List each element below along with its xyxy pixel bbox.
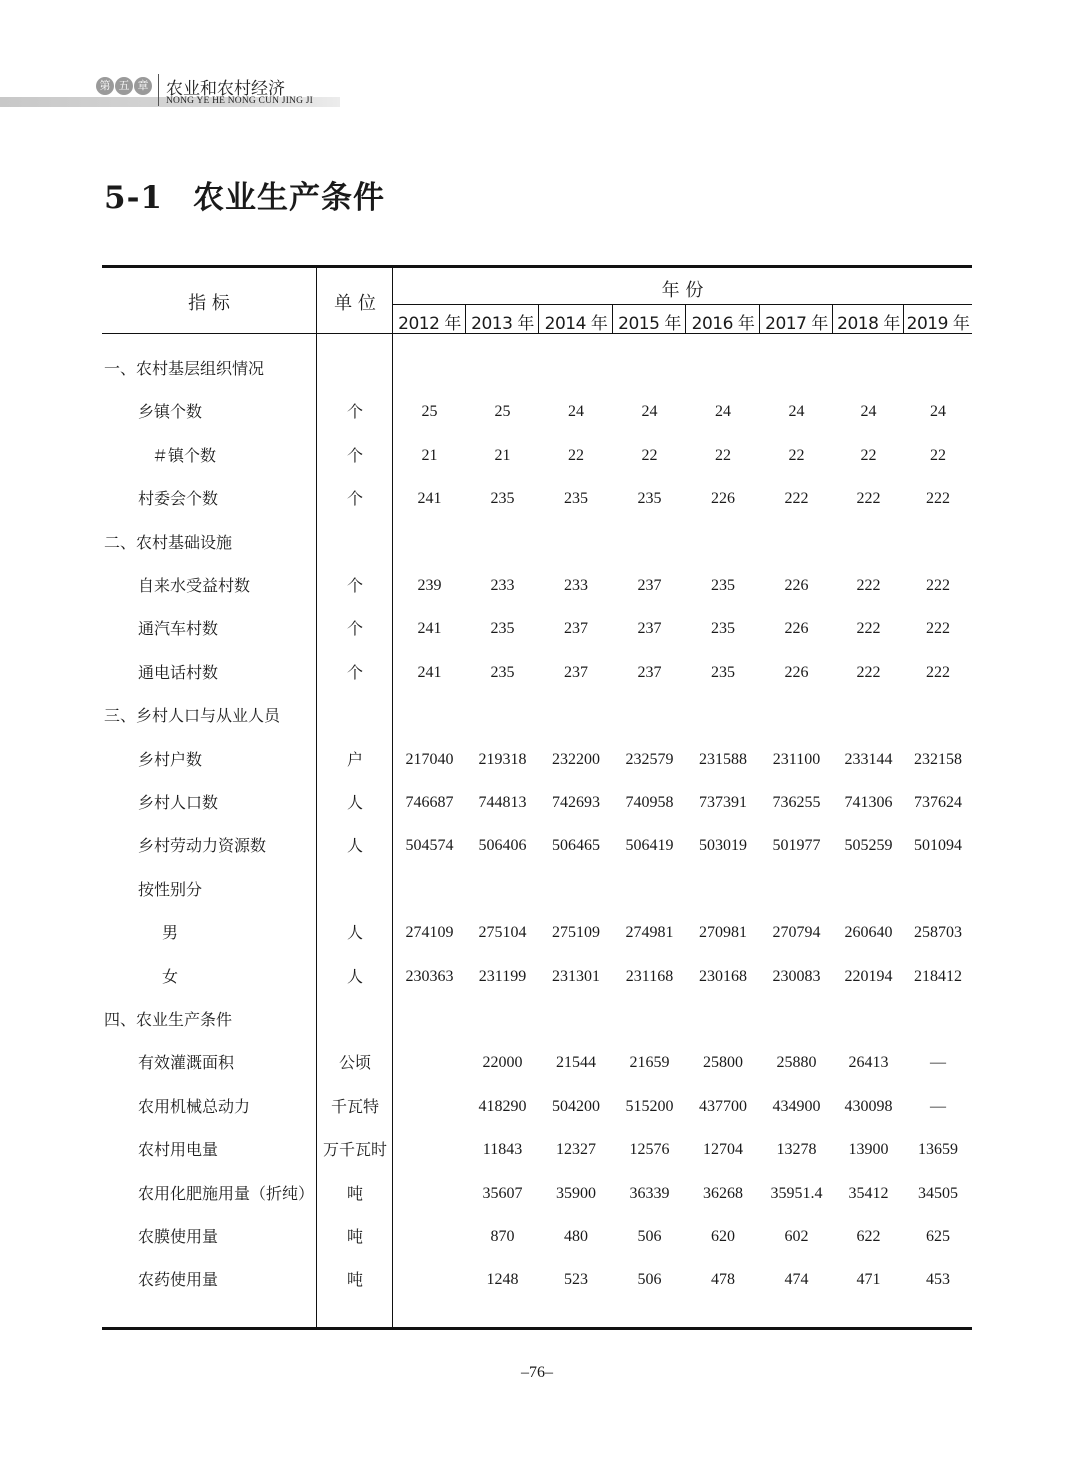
chapter-badge (92, 76, 156, 96)
table-row (0, 704, 1074, 747)
unit-column-header: 单 位 (334, 293, 376, 314)
year-header: 2013 年 (471, 314, 534, 334)
value-cell: 744813 (478, 794, 527, 811)
value-cell: 506419 (625, 837, 674, 855)
value-cell: 222 (926, 620, 950, 638)
value-cell: 12704 (703, 1141, 743, 1159)
table-row (0, 748, 1074, 791)
value-cell: 506406 (478, 837, 527, 855)
value-cell: 24 (788, 403, 805, 421)
row-unit: 个 (346, 402, 363, 422)
row-label: 农膜使用量 (138, 1227, 219, 1246)
table-row (0, 1095, 1074, 1138)
value-cell: 478 (711, 1271, 735, 1289)
value-cell: 235 (490, 490, 515, 508)
value-cell: 437700 (699, 1097, 747, 1115)
value-cell: 222 (926, 577, 950, 594)
value-cell: 21 (494, 446, 511, 464)
table-row (0, 965, 1074, 1008)
table-bottom-rule (102, 1327, 972, 1330)
value-cell: 237 (564, 663, 588, 681)
value-cell: 235 (564, 490, 588, 508)
row-unit: 人 (346, 836, 363, 856)
page-number: –76– (521, 1364, 553, 1381)
value-cell: 25880 (776, 1054, 817, 1072)
value-cell: 231100 (772, 750, 821, 768)
value-cell: 22 (641, 446, 658, 464)
value-cell: 222 (784, 490, 809, 508)
row-label: 乡村劳动力资源数 (138, 836, 267, 856)
table-row (0, 661, 1074, 704)
value-cell: 523 (564, 1271, 588, 1289)
row-label: 农村用电量 (138, 1140, 219, 1160)
row-unit: 吨 (346, 1270, 363, 1290)
row-unit: 个 (346, 662, 363, 682)
value-cell: 21 (421, 446, 438, 464)
value-cell: 34505 (918, 1184, 958, 1202)
value-cell: 430098 (844, 1097, 893, 1115)
value-cell: 231168 (625, 967, 674, 985)
value-cell: 270794 (772, 924, 821, 942)
value-cell: 22000 (482, 1054, 523, 1072)
value-cell: 274109 (405, 924, 454, 942)
value-cell: 746687 (405, 794, 454, 811)
table-row (0, 531, 1074, 574)
value-cell: 13278 (776, 1141, 817, 1159)
table-top-rule (102, 265, 972, 268)
value-cell: 501977 (772, 837, 821, 855)
value-cell: — (930, 1054, 946, 1072)
value-cell: 11843 (482, 1141, 523, 1159)
year-header: 2012 年 (398, 314, 461, 334)
table-row (0, 574, 1074, 617)
year-group-header: 年 份 (661, 280, 704, 301)
value-cell: 226 (784, 663, 809, 681)
row-unit: 吨 (346, 1183, 363, 1203)
value-cell: 235 (711, 663, 735, 681)
row-label: ＃镇个数 (152, 445, 217, 465)
value-cell: 740958 (625, 794, 674, 811)
indicator-column-header: 指 标 (188, 293, 230, 314)
row-label: 三、乡村人口与从业人员 (104, 706, 281, 726)
value-cell: 36339 (629, 1184, 670, 1202)
row-label: 农用化肥施用量（折纯） (138, 1183, 315, 1203)
value-cell: 232200 (552, 750, 600, 768)
table-row (0, 878, 1074, 921)
value-cell: 230363 (405, 967, 454, 985)
row-unit: 个 (346, 489, 363, 509)
value-cell: 506 (637, 1271, 662, 1289)
value-cell: 260640 (844, 924, 893, 942)
value-cell: 504574 (405, 837, 454, 855)
chapter-pinyin: NONG YE HE NONG CUN JING JI (166, 96, 314, 106)
table-row (0, 834, 1074, 877)
value-cell: 1248 (486, 1271, 519, 1289)
value-cell: 501094 (914, 837, 962, 855)
value-cell: 741306 (844, 794, 893, 811)
value-cell: 36268 (703, 1184, 743, 1202)
value-cell: 870 (490, 1228, 515, 1245)
table-title: 农业生产条件 (193, 180, 386, 216)
year-header: 2015 年 (618, 314, 681, 334)
value-cell: 275104 (478, 924, 527, 942)
value-cell: 235 (637, 490, 662, 508)
value-cell: 453 (926, 1271, 950, 1289)
value-cell: 226 (784, 577, 809, 594)
row-unit: 万千瓦时 (322, 1140, 387, 1160)
table-row (0, 1008, 1074, 1051)
value-cell: 235 (490, 663, 515, 681)
value-cell: 13659 (918, 1141, 958, 1159)
table-number: 5-1 (104, 180, 164, 216)
row-unit: 千瓦特 (330, 1096, 379, 1116)
value-cell: 736255 (772, 794, 821, 811)
row-unit: 吨 (346, 1227, 363, 1246)
year-header: 2016 年 (691, 314, 755, 334)
value-cell: 220194 (844, 967, 893, 985)
table-row (0, 1138, 1074, 1181)
value-cell: 22 (860, 446, 877, 464)
value-cell: — (930, 1097, 946, 1115)
value-cell: 503019 (699, 837, 747, 855)
value-cell: 505259 (844, 837, 893, 855)
value-cell: 35412 (848, 1184, 889, 1202)
row-label: 乡村人口数 (138, 793, 219, 812)
value-cell: 625 (926, 1228, 950, 1245)
value-cell: 241 (417, 620, 442, 638)
value-cell: 737624 (914, 794, 962, 811)
value-cell: 233 (564, 577, 588, 594)
value-cell: 35951.4 (770, 1184, 823, 1202)
row-label: 男 (162, 923, 179, 943)
table-row (0, 921, 1074, 964)
value-cell: 25 (421, 403, 438, 421)
value-cell: 22 (788, 446, 805, 464)
year-header: 2014 年 (544, 314, 608, 334)
value-cell: 12327 (556, 1141, 596, 1159)
row-unit: 人 (346, 966, 363, 986)
row-label: 女 (162, 966, 179, 986)
value-cell: 231588 (699, 750, 747, 768)
value-cell: 515200 (625, 1097, 674, 1115)
value-cell: 222 (856, 663, 881, 681)
row-label: 有效灌溉面积 (138, 1053, 235, 1073)
row-unit: 公顷 (338, 1053, 371, 1073)
value-cell: 24 (930, 403, 946, 421)
table-row (0, 791, 1074, 834)
value-cell: 222 (926, 663, 950, 681)
value-cell: 237 (637, 620, 662, 638)
value-cell: 237 (564, 620, 588, 638)
value-cell: 506465 (552, 837, 600, 855)
year-header: 2019 年 (906, 314, 970, 334)
value-cell: 24 (715, 403, 731, 421)
value-cell: 222 (856, 620, 881, 638)
chapter-title: 农业和农村经济 (166, 79, 285, 99)
row-label: 自来水受益村数 (138, 576, 251, 595)
year-header: 2017 年 (765, 314, 828, 334)
value-cell: 24 (641, 403, 658, 421)
row-unit: 户 (346, 749, 363, 769)
value-cell: 219318 (478, 750, 527, 768)
value-cell: 506 (637, 1228, 662, 1245)
value-cell: 230168 (699, 967, 747, 985)
value-cell: 237 (637, 577, 662, 594)
row-unit: 个 (346, 619, 363, 639)
value-cell: 270981 (699, 924, 747, 942)
value-cell: 474 (784, 1271, 809, 1289)
value-cell: 237 (637, 663, 662, 681)
value-cell: 226 (784, 620, 809, 638)
value-cell: 230083 (772, 967, 821, 985)
row-label: 二、农村基础设施 (104, 532, 233, 552)
value-cell: 35607 (482, 1184, 523, 1202)
value-cell: 231199 (478, 967, 527, 985)
value-cell: 235 (490, 620, 515, 638)
value-cell: 24 (860, 403, 877, 421)
row-label: 通汽车村数 (138, 619, 219, 639)
value-cell: 480 (564, 1228, 588, 1245)
chapter-badge-char: 章 (134, 77, 152, 95)
value-cell: 22 (715, 446, 731, 464)
row-label: 村委会个数 (138, 489, 219, 509)
value-cell: 25800 (703, 1054, 743, 1072)
value-cell: 418290 (478, 1097, 527, 1115)
table-row (0, 400, 1074, 443)
value-cell: 231301 (552, 967, 600, 985)
table-row (0, 357, 1074, 400)
value-cell: 602 (784, 1228, 809, 1245)
value-cell: 12576 (629, 1141, 670, 1159)
value-cell: 21544 (556, 1054, 596, 1072)
value-cell: 232579 (625, 750, 674, 768)
row-unit: 人 (346, 793, 363, 812)
value-cell: 233 (490, 577, 515, 594)
value-cell: 24 (568, 403, 584, 421)
value-cell: 218412 (914, 967, 962, 985)
value-cell: 22 (930, 446, 946, 464)
row-unit: 人 (346, 923, 363, 943)
table-row (0, 444, 1074, 487)
value-cell: 235 (711, 620, 735, 638)
chapter-badge-char: 第 (96, 77, 114, 95)
value-cell: 226 (711, 490, 735, 508)
value-cell: 222 (856, 577, 881, 594)
table-row (0, 1182, 1074, 1225)
value-cell: 222 (856, 490, 881, 508)
value-cell: 471 (856, 1271, 881, 1289)
header-divider (158, 74, 159, 106)
value-cell: 22 (568, 446, 584, 464)
table-row (0, 1268, 1074, 1311)
table-row (0, 1051, 1074, 1094)
table-row (0, 617, 1074, 660)
value-cell: 258703 (914, 924, 962, 942)
value-cell: 275109 (552, 924, 600, 942)
chapter-badge-char: 五 (115, 77, 133, 95)
row-label: 农用机械总动力 (138, 1096, 251, 1116)
year-header: 2018 年 (837, 314, 900, 334)
value-cell: 241 (417, 663, 442, 681)
value-cell: 241 (417, 490, 442, 508)
row-label: 农药使用量 (138, 1270, 219, 1290)
row-label: 通电话村数 (138, 662, 219, 682)
value-cell: 239 (417, 577, 442, 594)
value-cell: 235 (711, 577, 735, 594)
value-cell: 217040 (405, 750, 454, 768)
table-row (0, 487, 1074, 530)
value-cell: 21659 (629, 1054, 670, 1072)
value-cell: 622 (856, 1228, 881, 1245)
value-cell: 25 (494, 403, 511, 421)
value-cell: 13900 (848, 1141, 889, 1159)
row-label: 乡镇个数 (138, 402, 203, 422)
row-label: 一、农村基层组织情况 (104, 359, 265, 378)
row-unit: 个 (346, 445, 363, 465)
value-cell: 504200 (552, 1097, 600, 1115)
value-cell: 222 (926, 490, 950, 508)
value-cell: 742693 (552, 794, 600, 811)
value-cell: 233144 (844, 750, 893, 768)
value-cell: 620 (711, 1228, 735, 1245)
value-cell: 737391 (699, 794, 747, 811)
year-group-rule (393, 304, 972, 305)
table-row (0, 1225, 1074, 1268)
value-cell: 26413 (848, 1054, 889, 1072)
row-label: 乡村户数 (138, 749, 203, 769)
row-label: 按性别分 (138, 879, 203, 899)
page-title (104, 172, 385, 217)
row-unit: 个 (346, 576, 363, 595)
value-cell: 35900 (556, 1184, 596, 1202)
value-cell: 232158 (914, 750, 962, 768)
row-label: 四、农业生产条件 (104, 1010, 233, 1029)
value-cell: 274981 (625, 924, 674, 942)
value-cell: 434900 (772, 1097, 821, 1115)
